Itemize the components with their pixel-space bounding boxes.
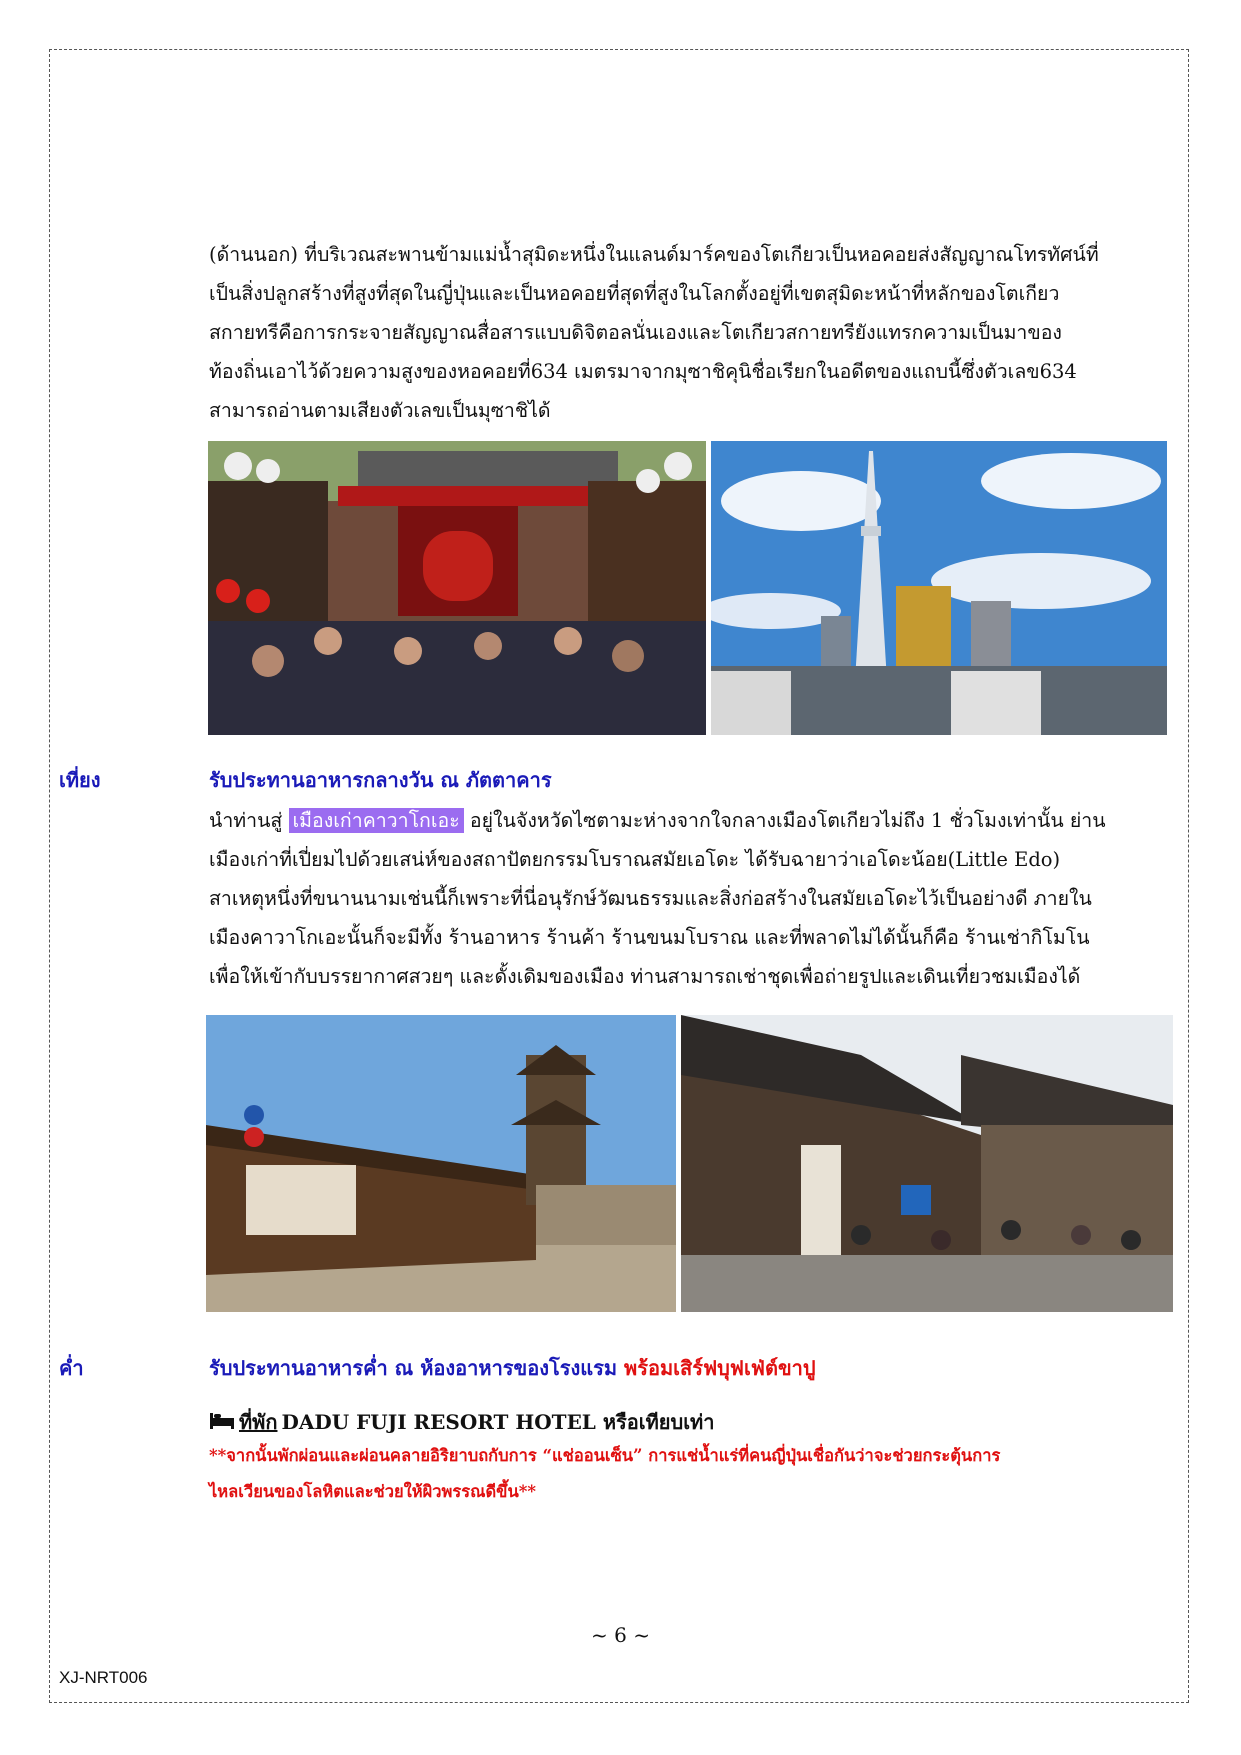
lunch-label: เที่ยง: [59, 768, 101, 792]
bell-tower-photo: [206, 1015, 676, 1312]
old-street-photo: [681, 1015, 1173, 1312]
dinner-heading: [209, 1352, 816, 1384]
kawagoe-line: เมืองเก่าที่เปี่ยมไปด้วยเสน่ห์ของสถาปัตยกรรมโบราณสมัยเอโดะ ได้รับฉายาว่าเอโดะน้อย(Little Edo): [209, 848, 1061, 871]
kawagoe-paragraph: [209, 801, 1181, 996]
bed-icon: [209, 1410, 235, 1435]
skytree-photo: [711, 441, 1167, 735]
onsen-note-line: **จากนั้นพักผ่อนและผ่อนคลายอิริยาบถกับการ “แช่ออนเซ็น” การแช่น้ำแร่ที่คนญี่ปุ่นเชื่อกันว่าจะช่วยกระตุ้นการ: [209, 1446, 1001, 1465]
intro-line: (ด้านนอก) ที่บริเวณสะพานข้ามแม่น้ำสุมิดะหนึ่งในแลนด์มาร์คของโตเกียวเป็นหอคอยส่งสัญญาณโทรทัศน์ที่: [209, 243, 1099, 266]
hotel-prefix: ที่พัก: [239, 1410, 278, 1434]
kawagoe-line: เพื่อให้เข้ากับบรรยากาศสวยๆ และดั้งเดิมของเมือง ท่านสามารถเช่าชุดเพื่อถ่ายรูปและเดินเที่ยวชมเมืองได้: [209, 965, 1081, 988]
onsen-note: [209, 1438, 1181, 1510]
dinner-heading-highlight: พร้อมเสิร์ฟบุฟเฟ่ต์ขาปู: [624, 1356, 816, 1380]
intro-line: ท้องถิ่นเอาไว้ด้วยความสูงของหอคอยที่634 เมตรมาจากมุซาชิคุนิชื่อเรียกในอดีตของแถบนี้ซึ่งตัวเลข634: [209, 360, 1077, 383]
intro-line: เป็นสิ่งปลูกสร้างที่สูงที่สุดในญี่ปุ่นและเป็นหอคอยที่สุดที่สูงในโลกตั้งอยู่ที่เขตสุมิดะหน้าที่หลักของโตเกียว: [209, 282, 1060, 305]
intro-line: สามารถอ่านตามเสียงตัวเลขเป็นมุซาชิได้: [209, 399, 551, 422]
hotel-name: DADU FUJI RESORT HOTEL หรือเทียบเท่า: [281, 1410, 715, 1434]
document-code: XJ-NRT006: [59, 1668, 148, 1687]
kawagoe-highlight: เมืองเก่าคาวาโกเอะ: [289, 808, 464, 833]
hotel-line: [209, 1406, 714, 1438]
page-number: ~ 6 ~: [591, 1623, 650, 1647]
asakusa-street-photo: [208, 441, 706, 735]
intro-line: สกายทรีคือการกระจายสัญญาณสื่อสารแบบดิจิตอลนั่นเองและโตเกียวสกายทรียังแทรกความเป็นมาของ: [209, 321, 1062, 344]
kawagoe-line: สาเหตุหนึ่งที่ขนานนามเช่นนี้ก็เพราะที่นี่อนุรักษ์วัฒนธรรมและสิ่งก่อสร้างในสมัยเอโดะไว้เป็นอย่างดี ภายใน: [209, 887, 1092, 910]
onsen-note-line: ไหลเวียนของโลหิตและช่วยให้ผิวพรรณดีขึ้น**: [209, 1482, 536, 1501]
lunch-heading: รับประทานอาหารกลางวัน ณ ภัตตาคาร: [209, 768, 552, 792]
kawagoe-intro-text: นำท่านสู่: [209, 809, 289, 832]
kawagoe-line: [209, 801, 1181, 840]
kawagoe-line: เมืองคาวาโกเอะนั้นก็จะมีทั้ง ร้านอาหาร ร้านค้า ร้านขนมโบราณ และที่พลาดไม่ได้นั้นก็คือ ร้านเช่ากิโมโน: [209, 926, 1090, 949]
dinner-label: ค่ำ: [59, 1356, 84, 1380]
kawagoe-intro-rest: อยู่ในจังหวัดไซตามะห่างจากใจกลางเมืองโตเกียวไม่ถึง 1 ชั่วโมงเท่านั้น ย่าน: [463, 809, 1106, 832]
dinner-heading-text: รับประทานอาหารค่ำ ณ ห้องอาหารของโรงแรม: [209, 1356, 625, 1380]
intro-paragraph: [209, 235, 1181, 430]
